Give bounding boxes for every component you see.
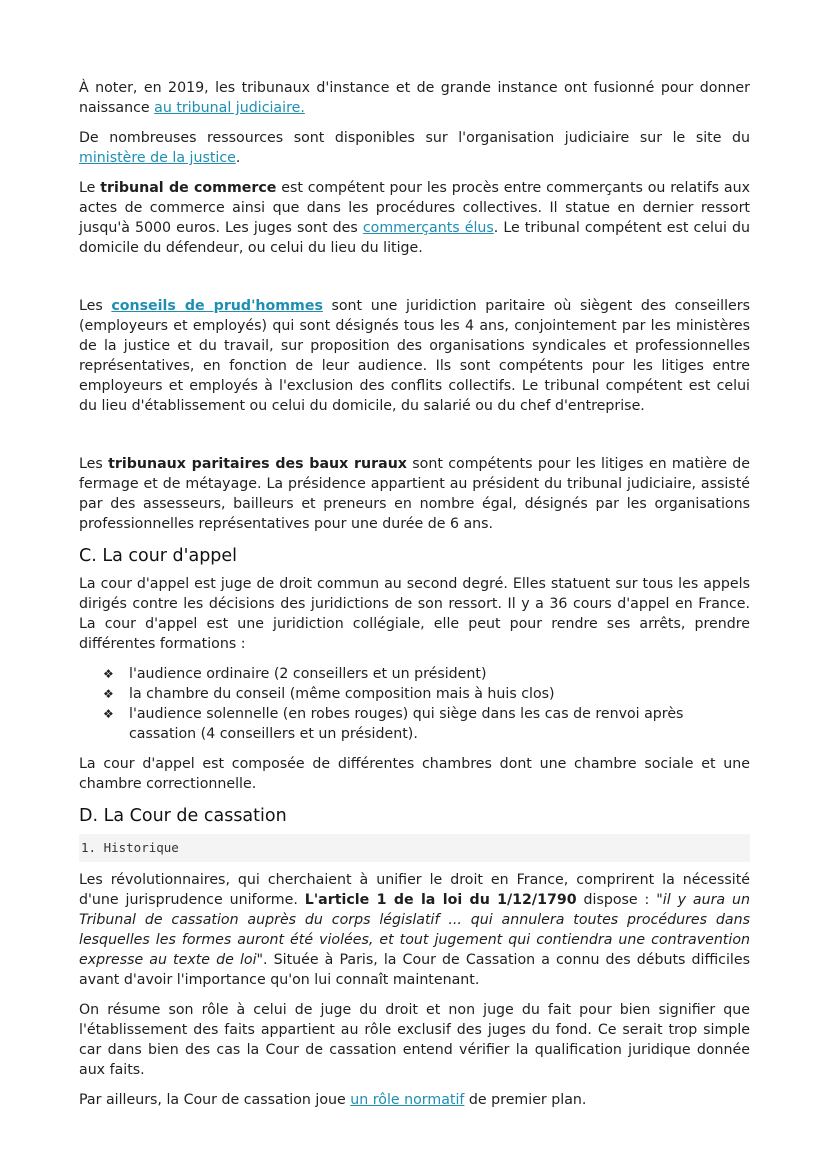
link-tribunal-judiciaire[interactable]: au tribunal judiciaire.	[154, 100, 305, 116]
paragraph-text: De nombreuses ressources sont disponibles sur l'organisation judiciaire sur le site du	[79, 130, 750, 146]
paragraph-role-juge-droit: On résume son rôle à celui de juge du droit et non juge du fait pour bien signifier que l'établissement des faits appartient au rôle exclusif des juges du fond. Ce serait trop simple car dans bien des cas la Cour de cassation entend vérifier la qualification juridique donnée aux faits.	[79, 1002, 750, 1078]
section-heading-cour-cassation: D. La Cour de cassation	[79, 806, 287, 826]
spacer	[79, 426, 750, 454]
link-ministere-justice[interactable]: ministère de la justice	[79, 150, 236, 166]
formations-list	[79, 664, 750, 744]
paragraph-fusion	[79, 78, 750, 118]
code-block-historique: 1. Historique	[79, 834, 750, 862]
paragraph-role-normatif	[79, 1090, 750, 1110]
paragraph-text: de premier plan.	[464, 1092, 587, 1108]
paragraph-text: dispose : "	[576, 892, 663, 908]
link-conseils-prudhommes[interactable]: conseils de prud'hommes	[111, 298, 323, 314]
list-item	[103, 704, 750, 744]
paragraph-text: Par ailleurs, la Cour de cassation joue	[79, 1092, 351, 1108]
paragraph-text: .	[235, 150, 241, 166]
link-role-normatif[interactable]: un rôle normatif	[350, 1092, 465, 1108]
paragraph-tribunal-commerce	[79, 178, 750, 258]
diamond-bullet-icon: ❖	[103, 707, 114, 721]
list-item	[103, 684, 750, 704]
list-item-text: l'audience ordinaire (2 conseillers et un président)	[129, 666, 487, 682]
paragraph-text: Les révolutionnaires, qui cherchaient à unifier le droit en France, comprirent la nécessité d'une jurisprudence uniforme.	[79, 872, 750, 908]
paragraph-text: est compétent pour les procès entre commerçants ou relatifs aux actes de commerce ainsi que dans les procédures collectives. Il statue en dernier ressort jusqu'à 5000 euros. Les juges sont des	[79, 180, 750, 236]
section-heading-cour-appel: C. La cour d'appel	[79, 546, 238, 566]
list-item-text: la chambre du conseil (même composition mais à huis clos)	[129, 686, 555, 702]
bold-term-article-loi: L'article 1 de la loi du 1/12/1790	[304, 892, 577, 908]
paragraph-text: Les	[79, 456, 109, 472]
spacer	[79, 268, 750, 296]
italic-quotation: il y aura un Tribunal de cassation auprès du corps législatif ... qui annulera toutes procédures dans lesquelles les formes auront été violées, et tout jugement qui contiendra une contravention expresse au texte de loi	[79, 892, 750, 968]
paragraph-text: sont une juridiction paritaire où siègent des conseillers (employeurs et employés) qui sont désignés tous les 4 ans, conjointement par les ministères de la justice et du travail, sur proposition des organisations syndicales et professionnelles représentatives, en fonction de leur audience. Ils sont compétents pour les litiges entre employeurs et employés à l'exclusion des conflits collectifs. Le tribunal compétent est celui du lieu d'établissement ou celui du domicile, du salarié ou du chef d'entreprise.	[79, 298, 750, 414]
bold-term-tribunal-commerce: tribunal de commerce	[100, 180, 277, 196]
paragraph-prudhommes	[79, 296, 750, 416]
paragraph-ressources	[79, 128, 750, 168]
list-item	[103, 664, 750, 684]
paragraph-text: Le	[79, 180, 101, 196]
diamond-bullet-icon: ❖	[103, 687, 114, 701]
paragraph-text: À noter, en 2019, les tribunaux d'instance et de grande instance ont fusionné pour donner naissance	[79, 80, 750, 116]
paragraph-cour-appel-chambres: La cour d'appel est composée de différentes chambres dont une chambre sociale et une chambre correctionnelle.	[79, 756, 750, 792]
paragraph-text: ". Située à Paris, la Cour de Cassation a connu des débuts difficiles avant d'avoir l'importance qu'on lui connaît maintenant.	[79, 952, 750, 988]
paragraph-baux-ruraux	[79, 454, 750, 534]
paragraph-text: . Le tribunal compétent est celui du domicile du défendeur, ou celui du lieu du litige.	[79, 220, 750, 256]
paragraph-cour-appel-intro: La cour d'appel est juge de droit commun au second degré. Elles statuent sur tous les appels dirigés contre les décisions des juridictions de son ressort. Il y a 36 cours d'appel en France. La cour d'appel est une juridiction collégiale, elle peut pour rendre ses arrêts, prendre différentes formations :	[79, 576, 750, 652]
bold-term-baux-ruraux: tribunaux paritaires des baux ruraux	[108, 456, 407, 472]
list-item-text: l'audience solennelle (en robes rouges) qui siège dans les cas de renvoi après cassation (4 conseillers et un président).	[129, 706, 684, 742]
paragraph-text: Les	[79, 298, 112, 314]
paragraph-text: sont compétents pour les litiges en matière de fermage et de métayage. La présidence appartient au président du tribunal judiciaire, assisté par des assesseurs, bailleurs et preneurs en nombre égal, désignés par les organisations professionnelles représentatives pour une durée de 6 ans.	[79, 456, 750, 532]
paragraph-historique	[79, 870, 750, 990]
link-commercants-elus[interactable]: commerçants élus	[362, 220, 494, 236]
diamond-bullet-icon: ❖	[103, 667, 114, 681]
